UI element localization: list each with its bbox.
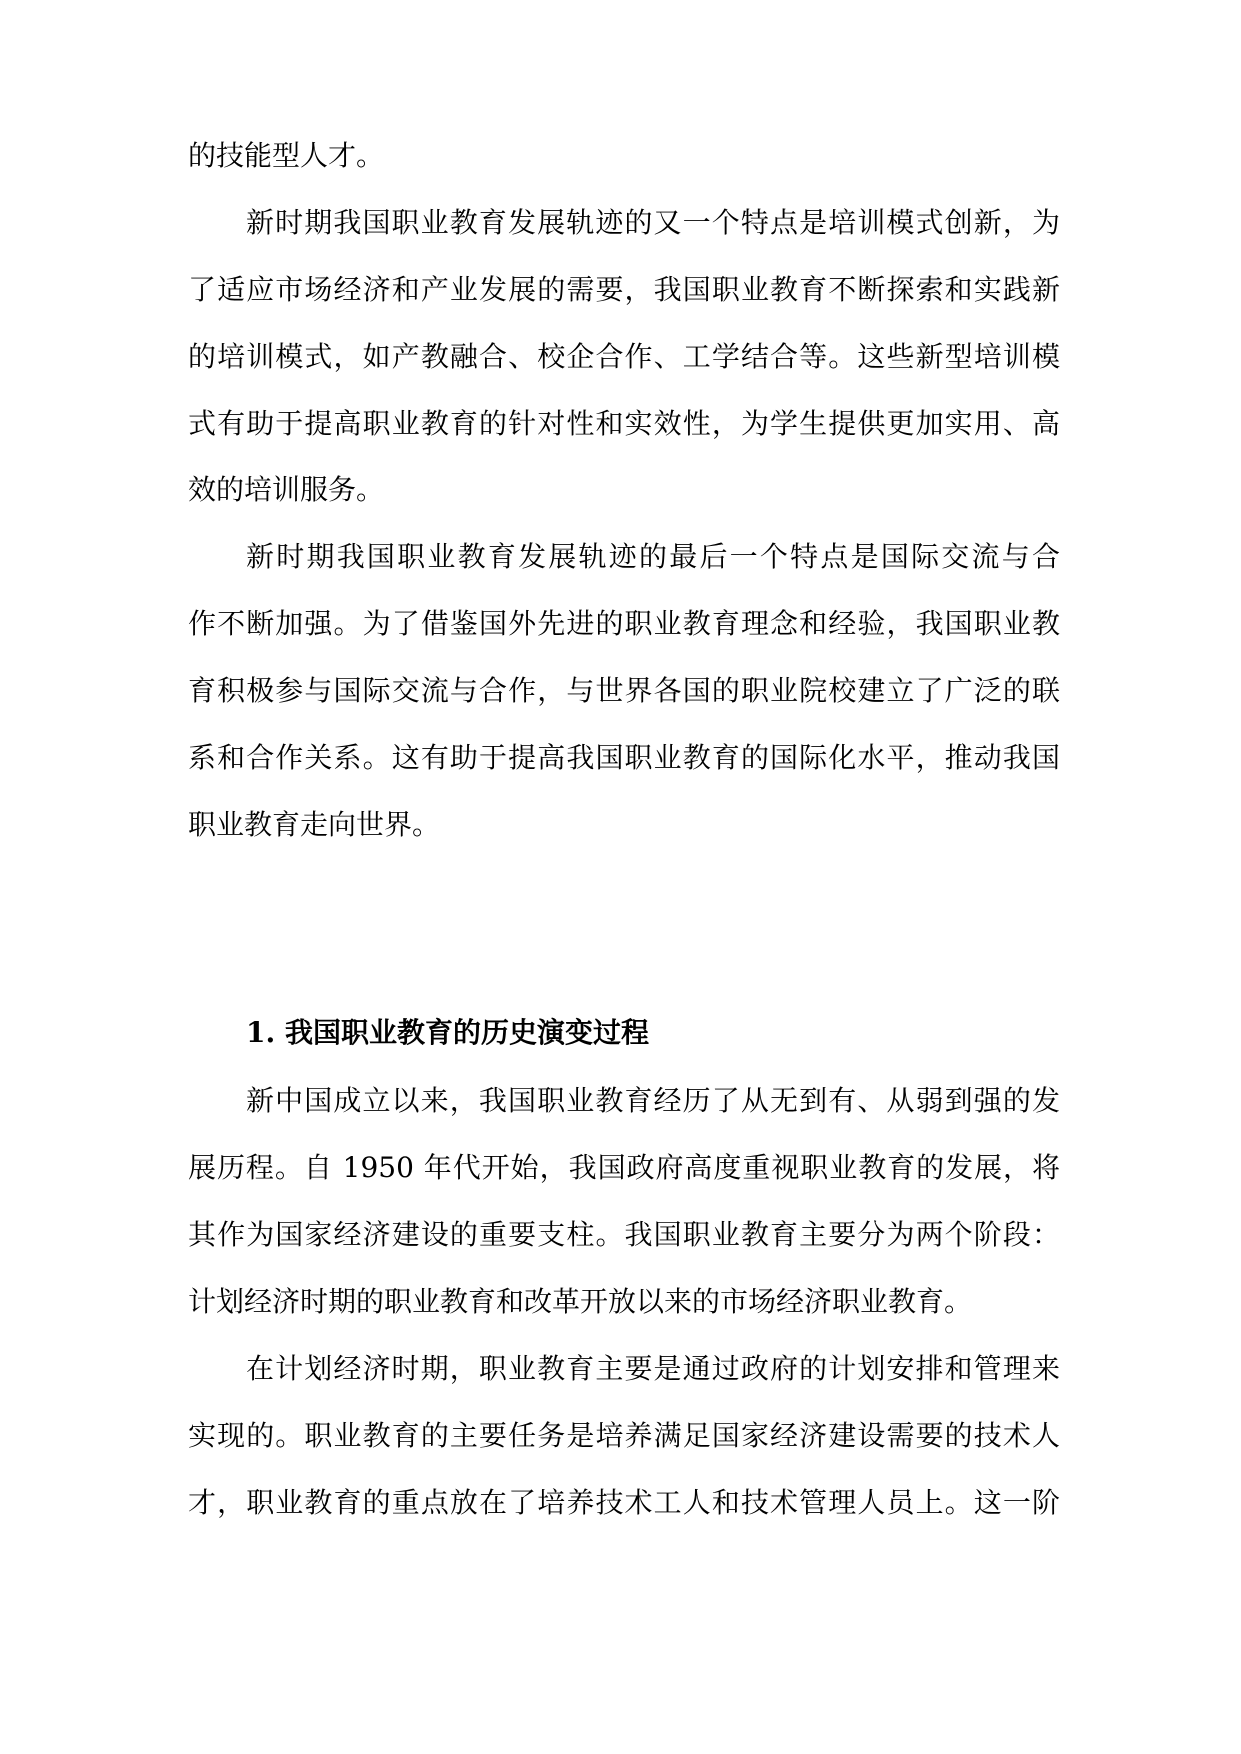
paragraph-4-line-3: 其作为国家经济建设的重要支柱。我国职业教育主要分为两个阶段： bbox=[188, 1218, 1060, 1251]
paragraph-3-line-5: 职业教育走向世界。 bbox=[188, 808, 441, 841]
paragraph-4-line-1: 新中国成立以来，我国职业教育经历了从无到有、从弱到强的发 bbox=[246, 1084, 1060, 1117]
paragraph-3-line-1: 新时期我国职业教育发展轨迹的最后一个特点是国际交流与合 bbox=[246, 540, 1060, 573]
paragraph-3-line-3: 育积极参与国际交流与合作，与世界各国的职业院校建立了广泛的联 bbox=[188, 674, 1060, 707]
paragraph-2-line-4: 式有助于提高职业教育的针对性和实效性，为学生提供更加实用、高 bbox=[188, 407, 1060, 440]
paragraph-3-line-2: 作不断加强。为了借鉴国外先进的职业教育理念和经验，我国职业教 bbox=[188, 607, 1060, 640]
paragraph-1-line-1: 的技能型人才。 bbox=[188, 139, 385, 172]
paragraph-5-line-1: 在计划经济时期，职业教育主要是通过政府的计划安排和管理来 bbox=[246, 1352, 1060, 1385]
paragraph-4-line-4: 计划经济时期的职业教育和改革开放以来的市场经济职业教育。 bbox=[188, 1285, 973, 1318]
paragraph-2-line-1: 新时期我国职业教育发展轨迹的又一个特点是培训模式创新，为 bbox=[246, 206, 1060, 239]
paragraph-5-line-2: 实现的。职业教育的主要任务是培养满足国家经济建设需要的技术人 bbox=[188, 1419, 1060, 1452]
paragraph-3-line-4: 系和合作关系。这有助于提高我国职业教育的国际化水平，推动我国 bbox=[188, 741, 1060, 774]
paragraph-4-line-2: 展历程。自 1950 年代开始，我国政府高度重视职业教育的发展，将 bbox=[188, 1151, 1060, 1184]
section-heading: 1. 我国职业教育的历史演变过程 bbox=[246, 1016, 649, 1049]
paragraph-2-line-3: 的培训模式，如产教融合、校企合作、工学结合等。这些新型培训模 bbox=[188, 340, 1060, 373]
paragraph-2-line-5: 效的培训服务。 bbox=[188, 473, 385, 506]
paragraph-2-line-2: 了适应市场经济和产业发展的需要，我国职业教育不断探索和实践新 bbox=[188, 273, 1060, 306]
paragraph-5-line-3: 才，职业教育的重点放在了培养技术工人和技术管理人员上。这一阶 bbox=[188, 1486, 1060, 1519]
